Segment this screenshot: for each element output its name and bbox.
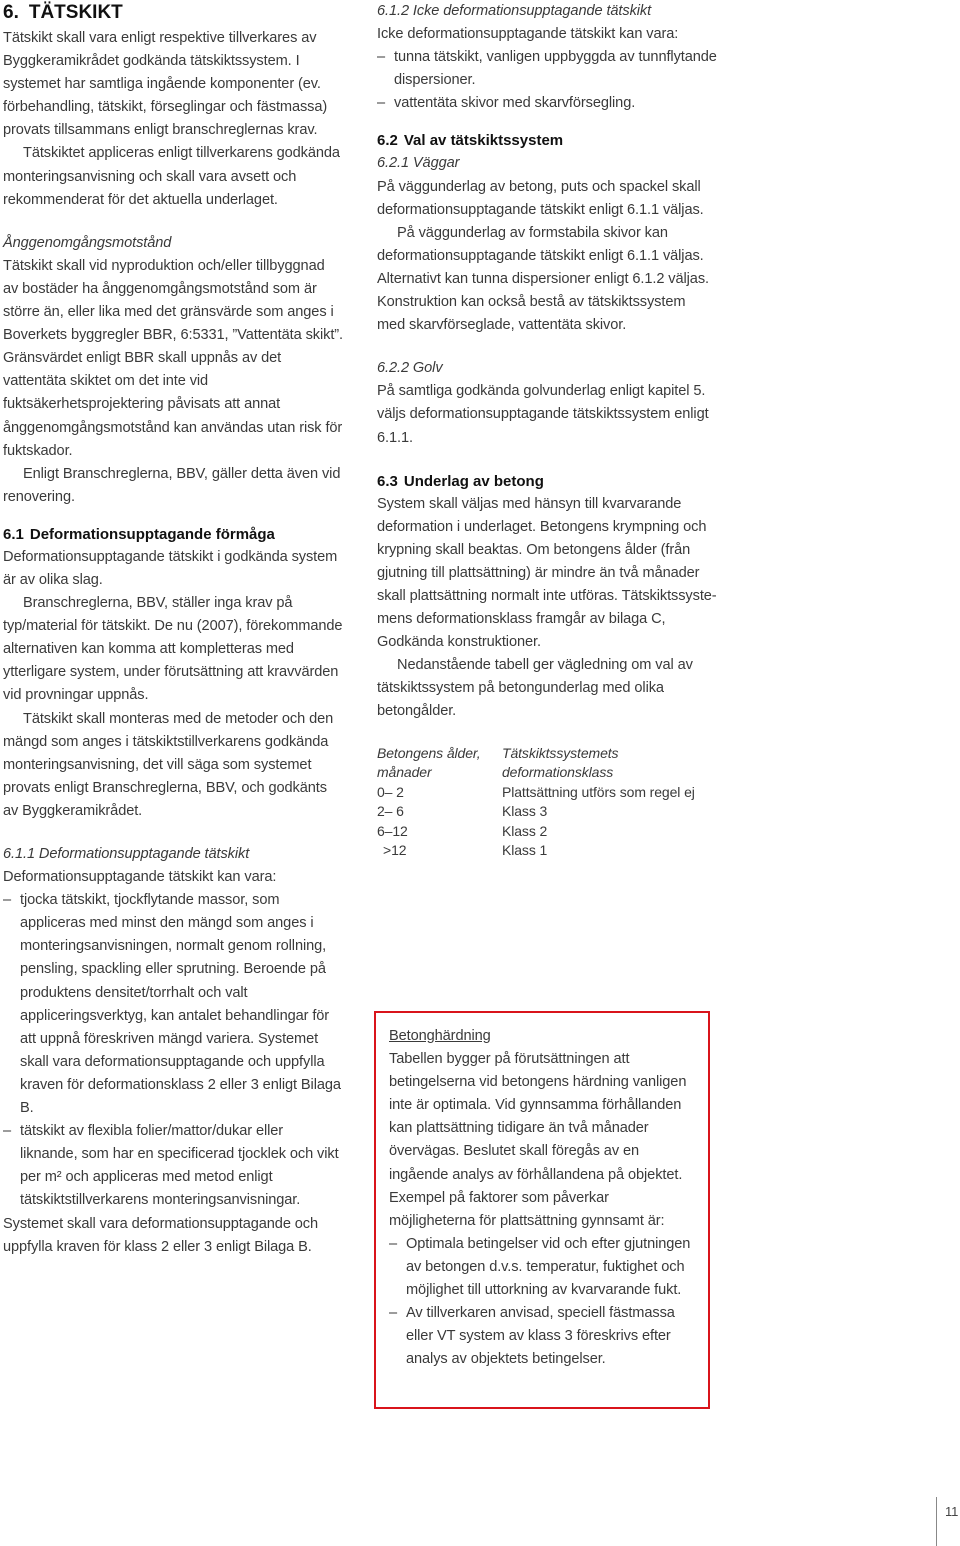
- list-item: – Optimala betingelser vid och efter gjutningen av betongen d.v.s. temperatur, fuktighet och möjlighet till uttorkning av kvarvarande fukt.: [389, 1233, 698, 1302]
- right-column: [377, 0, 717, 861]
- section-6-2-number: 6.2: [377, 132, 398, 150]
- left-column: [3, 0, 343, 1259]
- section-number: 6.: [3, 2, 19, 23]
- section-6-1-number: 6.1: [3, 525, 24, 543]
- list-item: – tjocka tätskikt, tjockflytande massor, som appliceras med minst den mängd som anges i monteringsanvisningen, normalt genom rollning, pensling, spackling eller sprutning. Beroende på produktens densitet/torrhalt och valt appliceringsverktyg, kan antalet behandlingar för att uppnå föreskriven mängd variera. Systemet skall vara deformationsupptagande och uppfylla kraven för deformationsklass 2 eller 3 enligt Bilaga B.: [3, 889, 343, 1120]
- section-6-2-heading: [377, 129, 717, 152]
- table-cell-age: 0– 2: [377, 783, 404, 800]
- table-row: [377, 783, 695, 803]
- vapor-paragraph-1: Tätskikt skall vid nyproduktion och/eller tillbyggnad av bostäder ha ånggenomgångsmotstånd som är större än, eller lika med det gränsvärde som anges i Boverkets byggregler BBR, 6:5331, ”Vattentäta skikt”. Gränsvärdet enligt BBR skall uppnås av det vattentäta skiktet om det inte vid fuktsäkerhetsprojektering påvisats att annat ånggenomgångsmotstånd kan användas utan risk för fuktskador.: [3, 257, 343, 459]
- table-cell-age: 6–12: [377, 822, 408, 839]
- table-cell-class: Klass 3: [502, 803, 548, 820]
- table-row: [377, 841, 695, 861]
- s63-paragraph-2: Nedanstående tabell ger vägledning om val av tätskiktssystem på betongunderlag med olika betongålder.: [377, 657, 693, 720]
- section-6-1-title: Deformationsupptagande förmåga: [29, 525, 275, 543]
- section-6-1-heading: [3, 523, 343, 546]
- table-cell-age: 2– 6: [377, 803, 404, 820]
- walls-paragraph-1: På väggunderlag av betong, puts och spackel skall deformationsupptagande tätskikt enligt 6.1.1 väljas.: [377, 178, 704, 218]
- floor-paragraph-1: På samtliga godkända golvunderlag enligt kapitel 5. väljs deformationsupptagande tätskiktssystem enligt 6.1.1.: [377, 383, 709, 446]
- s612-intro: Icke deformationsupptagande tätskikt kan vara:: [377, 26, 679, 43]
- list-item: – vattentäta skivor med skarvförsegling.: [377, 92, 717, 115]
- age-class-table: [377, 744, 695, 861]
- s611-intro: Deformationsupptagande tätskikt kan vara:: [3, 869, 277, 886]
- vapor-paragraph-2: Enligt Branschreglerna, BBV, gäller detta även vid renovering.: [3, 465, 341, 505]
- floor-subheading: 6.2.2 Golv: [377, 360, 443, 377]
- list-item: – tunna tätskikt, vanligen uppbyggda av tunnflytande dispersioner.: [377, 46, 717, 92]
- table-cell-class: Klass 2: [502, 822, 548, 839]
- s61-paragraph-3: Tätskikt skall monteras med de metoder och den mängd som anges i tätskiktstillverkarens godkända monteringsanvisning, det vill säga som systemet provats enligt Branschreglerna, BBV, och godkänts av Byggkeramikrådet.: [3, 710, 334, 819]
- table-cell-age: >12: [383, 842, 407, 859]
- intro-paragraph-2: Tätskiktet appliceras enligt tillverkarens godkända monteringsanvisning och skall vara avsett och rekommenderat för det aktuella underlaget.: [3, 145, 340, 208]
- section-6-3-title: Underlag av betong: [403, 472, 544, 490]
- vapor-subheading: Ånggenomgångsmotstånd: [3, 234, 172, 251]
- page-number-divider: [936, 1497, 937, 1546]
- box-paragraph: Tabellen bygger på förutsättningen att betingelserna vid betongens härdning vanligen inte är optimala. Vid gynnsamma förhållanden kan plattsättning tidigare än två månader övervägas. Beslutet skall föregås av en ingående analys av förhållandena på objektet. Exempel på faktorer som påverkar möjligheterna för plattsättning gynnsamt är:: [389, 1051, 687, 1229]
- section-6-3-number: 6.3: [377, 472, 398, 490]
- concrete-curing-box: [374, 1011, 710, 1409]
- table-header-row: [377, 744, 695, 783]
- s611-outro: Systemet skall vara deformationsupptagande och uppfylla kraven för klass 2 eller 3 enligt Bilaga B.: [3, 1215, 319, 1255]
- list-item: – tätskikt av flexibla folier/mattor/dukar eller liknande, som har en specificerad tjocklek och vikt per m² och appliceras med metod enligt tätskiktstillverkarens monteringsanvisningar.: [3, 1120, 343, 1212]
- box-title: Betonghärdning: [389, 1028, 491, 1044]
- walls-subheading: 6.2.1 Väggar: [377, 155, 460, 172]
- section-6-3-heading: [377, 470, 717, 493]
- box-list: [389, 1233, 698, 1372]
- intro-paragraph-1: Tätskikt skall vara enligt respektive tillverkares av Byggkeramikrådet godkända tätskiktssystem. I systemet har samtliga ingående komponenter (ev. förbehandling, tätskikt, förseglingar och fästmassa) provats tillsammans enligt branschreglernas krav.: [3, 30, 328, 139]
- table-cell-class: Plattsättning utförs som regel ej: [502, 783, 695, 800]
- table-row: [377, 822, 695, 842]
- s612-list: [377, 46, 717, 115]
- table-header-class: Tätskiktssystemets deformationsklass: [502, 744, 619, 781]
- s611-list: [3, 889, 343, 1212]
- section-title: TÄTSKIKT: [28, 2, 123, 23]
- table-cell-class: Klass 1: [502, 842, 548, 859]
- section-6-2-title: Val av tätskiktssystem: [403, 132, 564, 150]
- s63-paragraph-1: System skall väljas med hänsyn till kvarvarande deformation i underlaget. Betongens krympning och krypning skall beaktas. Om betongens ålder (från gjutning till plattsättning) är mindre än två månader skall plattsättning normalt inte utföras. Tätskiktssystemens deformationsklass framgår av bilaga C, Godkända konstruktioner.: [377, 495, 717, 651]
- page-number: 11: [945, 1504, 959, 1519]
- walls-paragraph-2: På väggunderlag av formstabila skivor kan deformationsupptagande tätskikt enligt 6.1.1 väljas. Alternativt kan tunna dispersioner enligt 6.1.2 väljas. Konstruktion kan också bestå av tätskiktssystem med skarvförseglade, vattentäta skivor.: [377, 224, 709, 334]
- s612-subheading: 6.1.2 Icke deformationsupptagande tätskikt: [377, 3, 652, 19]
- s611-subheading: 6.1.1 Deformationsupptagande tätskikt: [3, 846, 250, 862]
- s61-paragraph-2: Branschreglerna, BBV, ställer inga krav på typ/material för tätskikt. De nu (2007), förekommande alternativen kan komma att kompletteras med ytterligare system, under förutsättning att kravvärden vid provningar uppnås.: [3, 595, 343, 704]
- section-heading: [3, 0, 343, 26]
- list-item: – Av tillverkaren anvisad, speciell fästmassa eller VT system av klass 3 föreskrivs efter analys av objektets betingelser.: [389, 1302, 698, 1371]
- table-header-age: Betongens ålder, månader: [377, 744, 481, 781]
- table-row: [377, 802, 695, 822]
- s61-paragraph-1: Deformationsupptagande tätskikt i godkända system är av olika slag.: [3, 548, 338, 588]
